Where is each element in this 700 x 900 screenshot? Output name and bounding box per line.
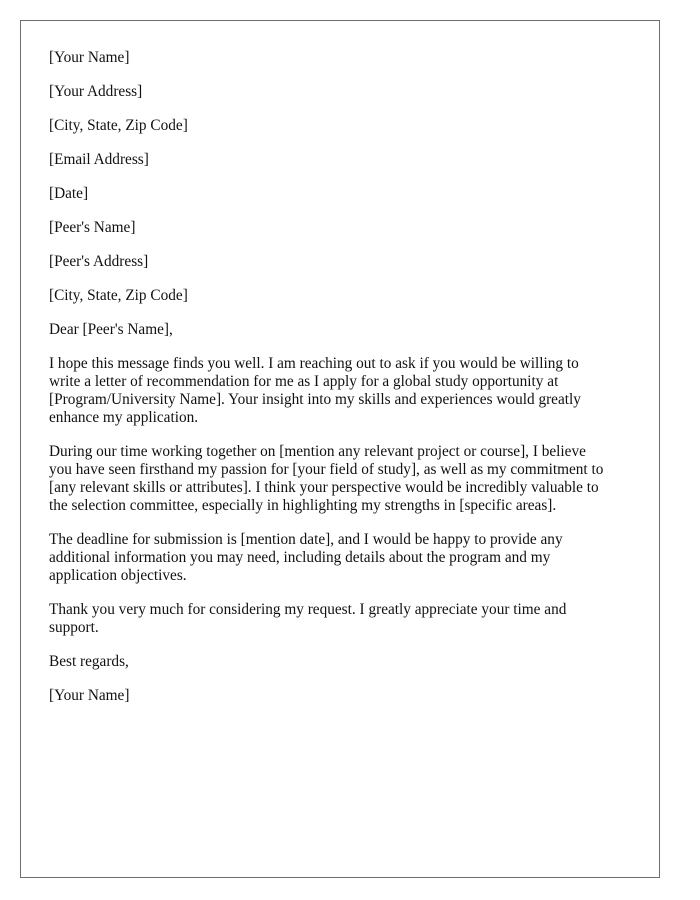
paragraph-line: enhance my application. bbox=[49, 409, 199, 426]
closing: Best regards, bbox=[49, 653, 129, 670]
sender-email: [Email Address] bbox=[49, 151, 149, 168]
paragraph-line: During our time working together on [mention any relevant project or course], I believe bbox=[49, 443, 586, 460]
paragraph-deadline bbox=[49, 531, 634, 585]
paragraph-line: [Program/University Name]. Your insight into my skills and experiences would greatly bbox=[49, 391, 581, 408]
sender-city-state-zip: [City, State, Zip Code] bbox=[49, 117, 188, 134]
letter-page bbox=[20, 20, 660, 878]
signature: [Your Name] bbox=[49, 687, 130, 704]
letter-date: [Date] bbox=[49, 185, 89, 202]
paragraph-line: I hope this message finds you well. I am reaching out to ask if you would be willing to bbox=[49, 355, 579, 372]
paragraph-line: Thank you very much for considering my request. I greatly appreciate your time and bbox=[49, 601, 567, 618]
paragraph-line: The deadline for submission is [mention date], and I would be happy to provide any bbox=[49, 531, 563, 548]
paragraph-line: support. bbox=[49, 619, 99, 636]
recipient-city-state-zip: [City, State, Zip Code] bbox=[49, 287, 188, 304]
paragraph-line: the selection committee, especially in highlighting my strengths in [specific areas]. bbox=[49, 497, 557, 514]
recipient-name: [Peer's Name] bbox=[49, 219, 136, 236]
paragraph-line: [any relevant skills or attributes]. I think your perspective would be incredibly valuable to bbox=[49, 479, 599, 496]
paragraph-line: additional information you may need, including details about the program and my bbox=[49, 549, 551, 566]
paragraph-thanks bbox=[49, 601, 634, 637]
paragraph-line: application objectives. bbox=[49, 567, 187, 584]
recipient-address: [Peer's Address] bbox=[49, 253, 149, 270]
paragraph-request bbox=[49, 355, 634, 427]
sender-name: [Your Name] bbox=[49, 49, 130, 66]
paragraph-line: you have seen firsthand my passion for [your field of study], as well as my commitment to bbox=[49, 461, 604, 478]
salutation: Dear [Peer's Name], bbox=[49, 321, 173, 338]
letter-body bbox=[49, 49, 634, 721]
paragraph-background bbox=[49, 443, 634, 515]
sender-address: [Your Address] bbox=[49, 83, 143, 100]
paragraph-line: write a letter of recommendation for me as I apply for a global study opportunity at bbox=[49, 373, 559, 390]
